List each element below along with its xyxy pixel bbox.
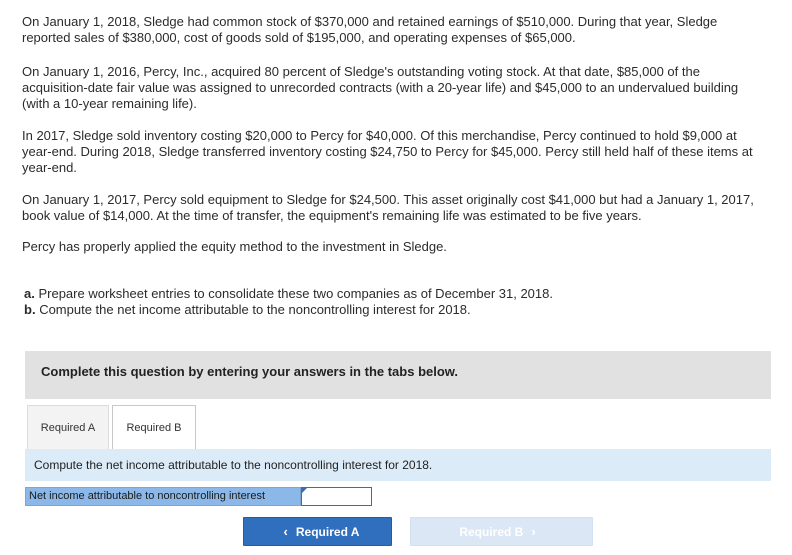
tab-required-a[interactable] [27, 405, 109, 449]
banner-text: Complete this question by entering your answers in the tabs below. [41, 364, 459, 379]
question-a [24, 286, 553, 302]
question-b [24, 302, 471, 318]
prev-button-label: Required A [295, 524, 360, 539]
tab-instruction-bar [25, 449, 771, 481]
chevron-right-icon: › [531, 524, 536, 539]
question-a-letter: a. [24, 286, 35, 301]
problem-paragraph-2: On January 1, 2016, Percy, Inc., acquired 80 percent of Sledge's outstanding voting stock. At that date, $85,000 of the acquisition-date fair value was assigned to unrecorded contracts (with a 20-year life) and $45,000 to an undervalued building (with a 10-year remaining life). [22, 64, 739, 111]
chevron-left-icon: ‹ [283, 524, 288, 539]
tab-required-b[interactable] [112, 405, 196, 449]
question-b-text: Compute the net income attributable to the noncontrolling interest for 2018. [39, 302, 471, 317]
next-required-b-button[interactable] [410, 517, 593, 546]
prev-required-a-button[interactable] [243, 517, 392, 546]
problem-paragraph-4: On January 1, 2017, Percy sold equipment to Sledge for $24,500. This asset originally cost $41,000 but had a January 1, 2017, book value of $14,000. At the time of transfer, the equipment's remaining life was estimated to be five years. [22, 192, 754, 223]
question-a-text: Prepare worksheet entries to consolidate these two companies as of December 31, 2018. [38, 286, 553, 301]
question-b-letter: b. [24, 302, 36, 317]
problem-paragraph-3: In 2017, Sledge sold inventory costing $20,000 to Percy for $40,000. Of this merchandise, Percy continued to hold $9,000 at year-end. During 2018, Sledge transferred inventory costing $24,750 to Percy for $45,000. Percy still held half of these items at year-end. [22, 128, 753, 175]
answer-label: Net income attributable to noncontrolling interest [25, 487, 301, 506]
tab-instruction-text: Compute the net income attributable to the noncontrolling interest for 2018. [34, 458, 433, 472]
noncontrolling-interest-input[interactable] [301, 487, 372, 506]
input-corner-marker [302, 488, 307, 493]
problem-paragraph-1: On January 1, 2018, Sledge had common stock of $370,000 and retained earnings of $510,000. During that year, Sledge reported sales of $380,000, cost of goods sold of $195,000, and operating expenses of $65,000. [22, 14, 718, 45]
tab-required-b-label: Required B [126, 421, 182, 434]
problem-paragraph-5: Percy has properly applied the equity method to the investment in Sledge. [22, 239, 447, 254]
next-button-label: Required B [459, 524, 524, 539]
tab-required-a-label: Required A [40, 421, 96, 434]
instructions-banner [25, 351, 771, 399]
